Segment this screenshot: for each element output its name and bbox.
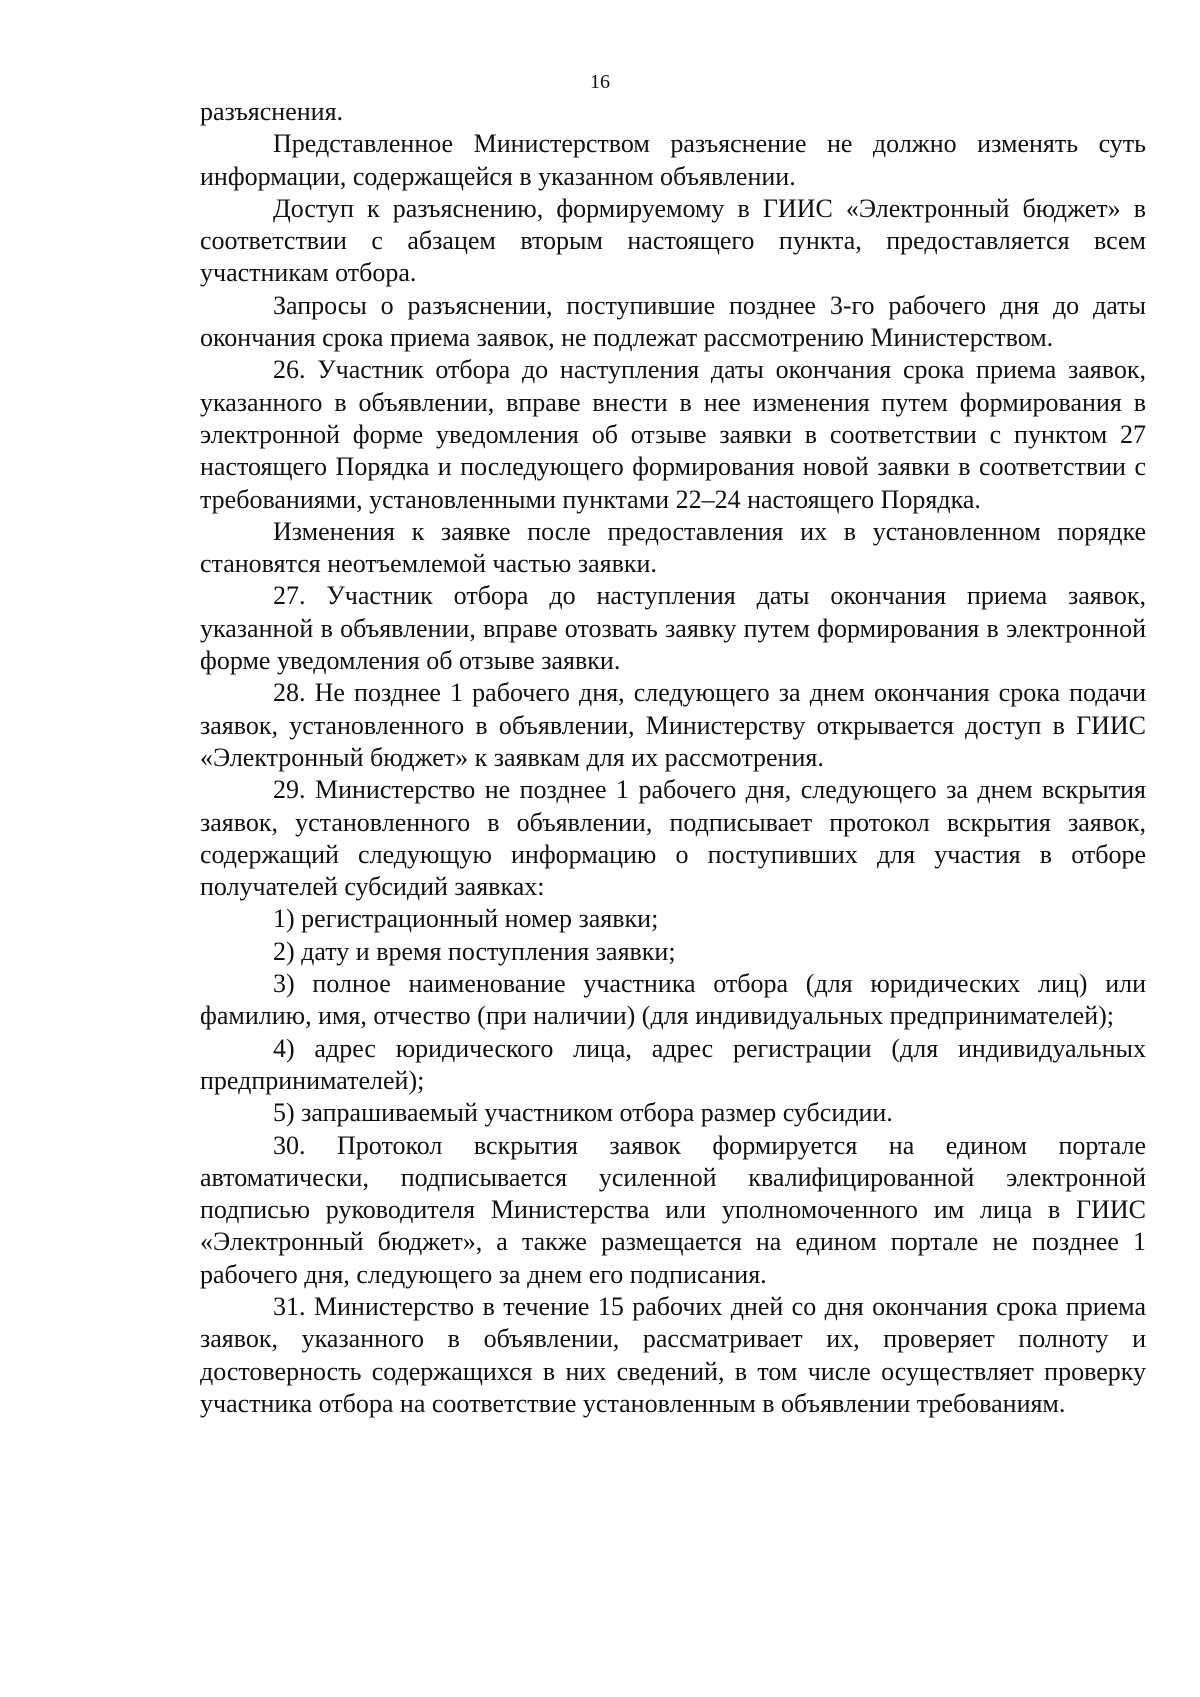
list-item-4: 4) адрес юридического лица, адрес регистрации (для индивидуальных предпринимателей); <box>200 1033 1146 1095</box>
paragraph-continuation: разъяснения. <box>200 97 344 126</box>
clause-30: 30. Протокол вскрытия заявок формируется на едином портале автоматически, подписывается усиленной квалифицированной электронной подписью руководителя Министерства или уполномоченного им лица в ГИИС «Электронный бюджет», а также размещается на едином портале не позднее 1 рабочего дня, следующего за днем его подписания. <box>200 1130 1146 1289</box>
clause-27: 27. Участник отбора до наступления даты окончания приема заявок, указанной в объявлении, вправе отозвать заявку путем формирования в электронной форме уведомления об отзыве заявки. <box>200 581 1146 676</box>
list-item-5: 5) запрашиваемый участником отбора размер субсидии. <box>273 1098 893 1128</box>
list-item-2: 2) дату и время поступления заявки; <box>273 936 676 966</box>
clause-31: 31. Министерство в течение 15 рабочих дней со дня окончания срока приема заявок, указанного в объявлении, рассматривает их, проверяет полноту и достоверность содержащихся в них сведений, в том числе осуществляет проверку участника отбора на соответствие установленным в объявлении требованиям. <box>200 1291 1146 1418</box>
list-item-1: 1) регистрационный номер заявки; <box>273 904 659 934</box>
paragraph-amendments: Изменения к заявке после предоставления их в установленном порядке становятся неотъемлемой частью заявки. <box>200 516 1146 579</box>
page-number: 16 <box>590 71 610 93</box>
list-item-3: 3) полное наименование участника отбора (для юридических лиц) или фамилию, имя, отчество (при наличии) (для индивидуальных предпринимателей); <box>200 969 1146 1031</box>
clause-28: 28. Не позднее 1 рабочего дня, следующего за днем окончания срока подачи заявок, установленного в объявлении, Министерству открывается доступ в ГИИС «Электронный бюджет» к заявкам для их рассмотрения. <box>200 678 1146 772</box>
clause-29: 29. Министерство не позднее 1 рабочего дня, следующего за днем вскрытия заявок, установленного в объявлении, подписывает протокол вскрытия заявок, содержащий следующую информацию о поступивших для участия в отборе получателей субсидий заявках: <box>200 775 1146 902</box>
document-body <box>200 96 1146 1420</box>
paragraph-clarification-deadline: Запросы о разъяснении, поступившие позднее 3-го рабочего дня до даты окончания срока приема заявок, не подлежат рассмотрению Министерством. <box>200 290 1146 353</box>
paragraph-clarification-content: Представленное Министерством разъяснение не должно изменять суть информации, содержащейся в указанном объявлении. <box>200 129 1146 191</box>
paragraph-clarification-access: Доступ к разъяснению, формируемому в ГИИС «Электронный бюджет» в соответствии с абзацем вторым настоящего пункта, предоставляется всем участникам отбора. <box>200 193 1146 288</box>
clause-26: 26. Участник отбора до наступления даты окончания срока приема заявок, указанного в объявлении, вправе внести в нее изменения путем формирования в электронной форме уведомления об отзыве заявки в соответствии с пунктом 27 настоящего Порядка и последующего формирования новой заявки в соответствии с требованиями, установленными пунктами 22–24 настоящего Порядка. <box>200 355 1146 514</box>
